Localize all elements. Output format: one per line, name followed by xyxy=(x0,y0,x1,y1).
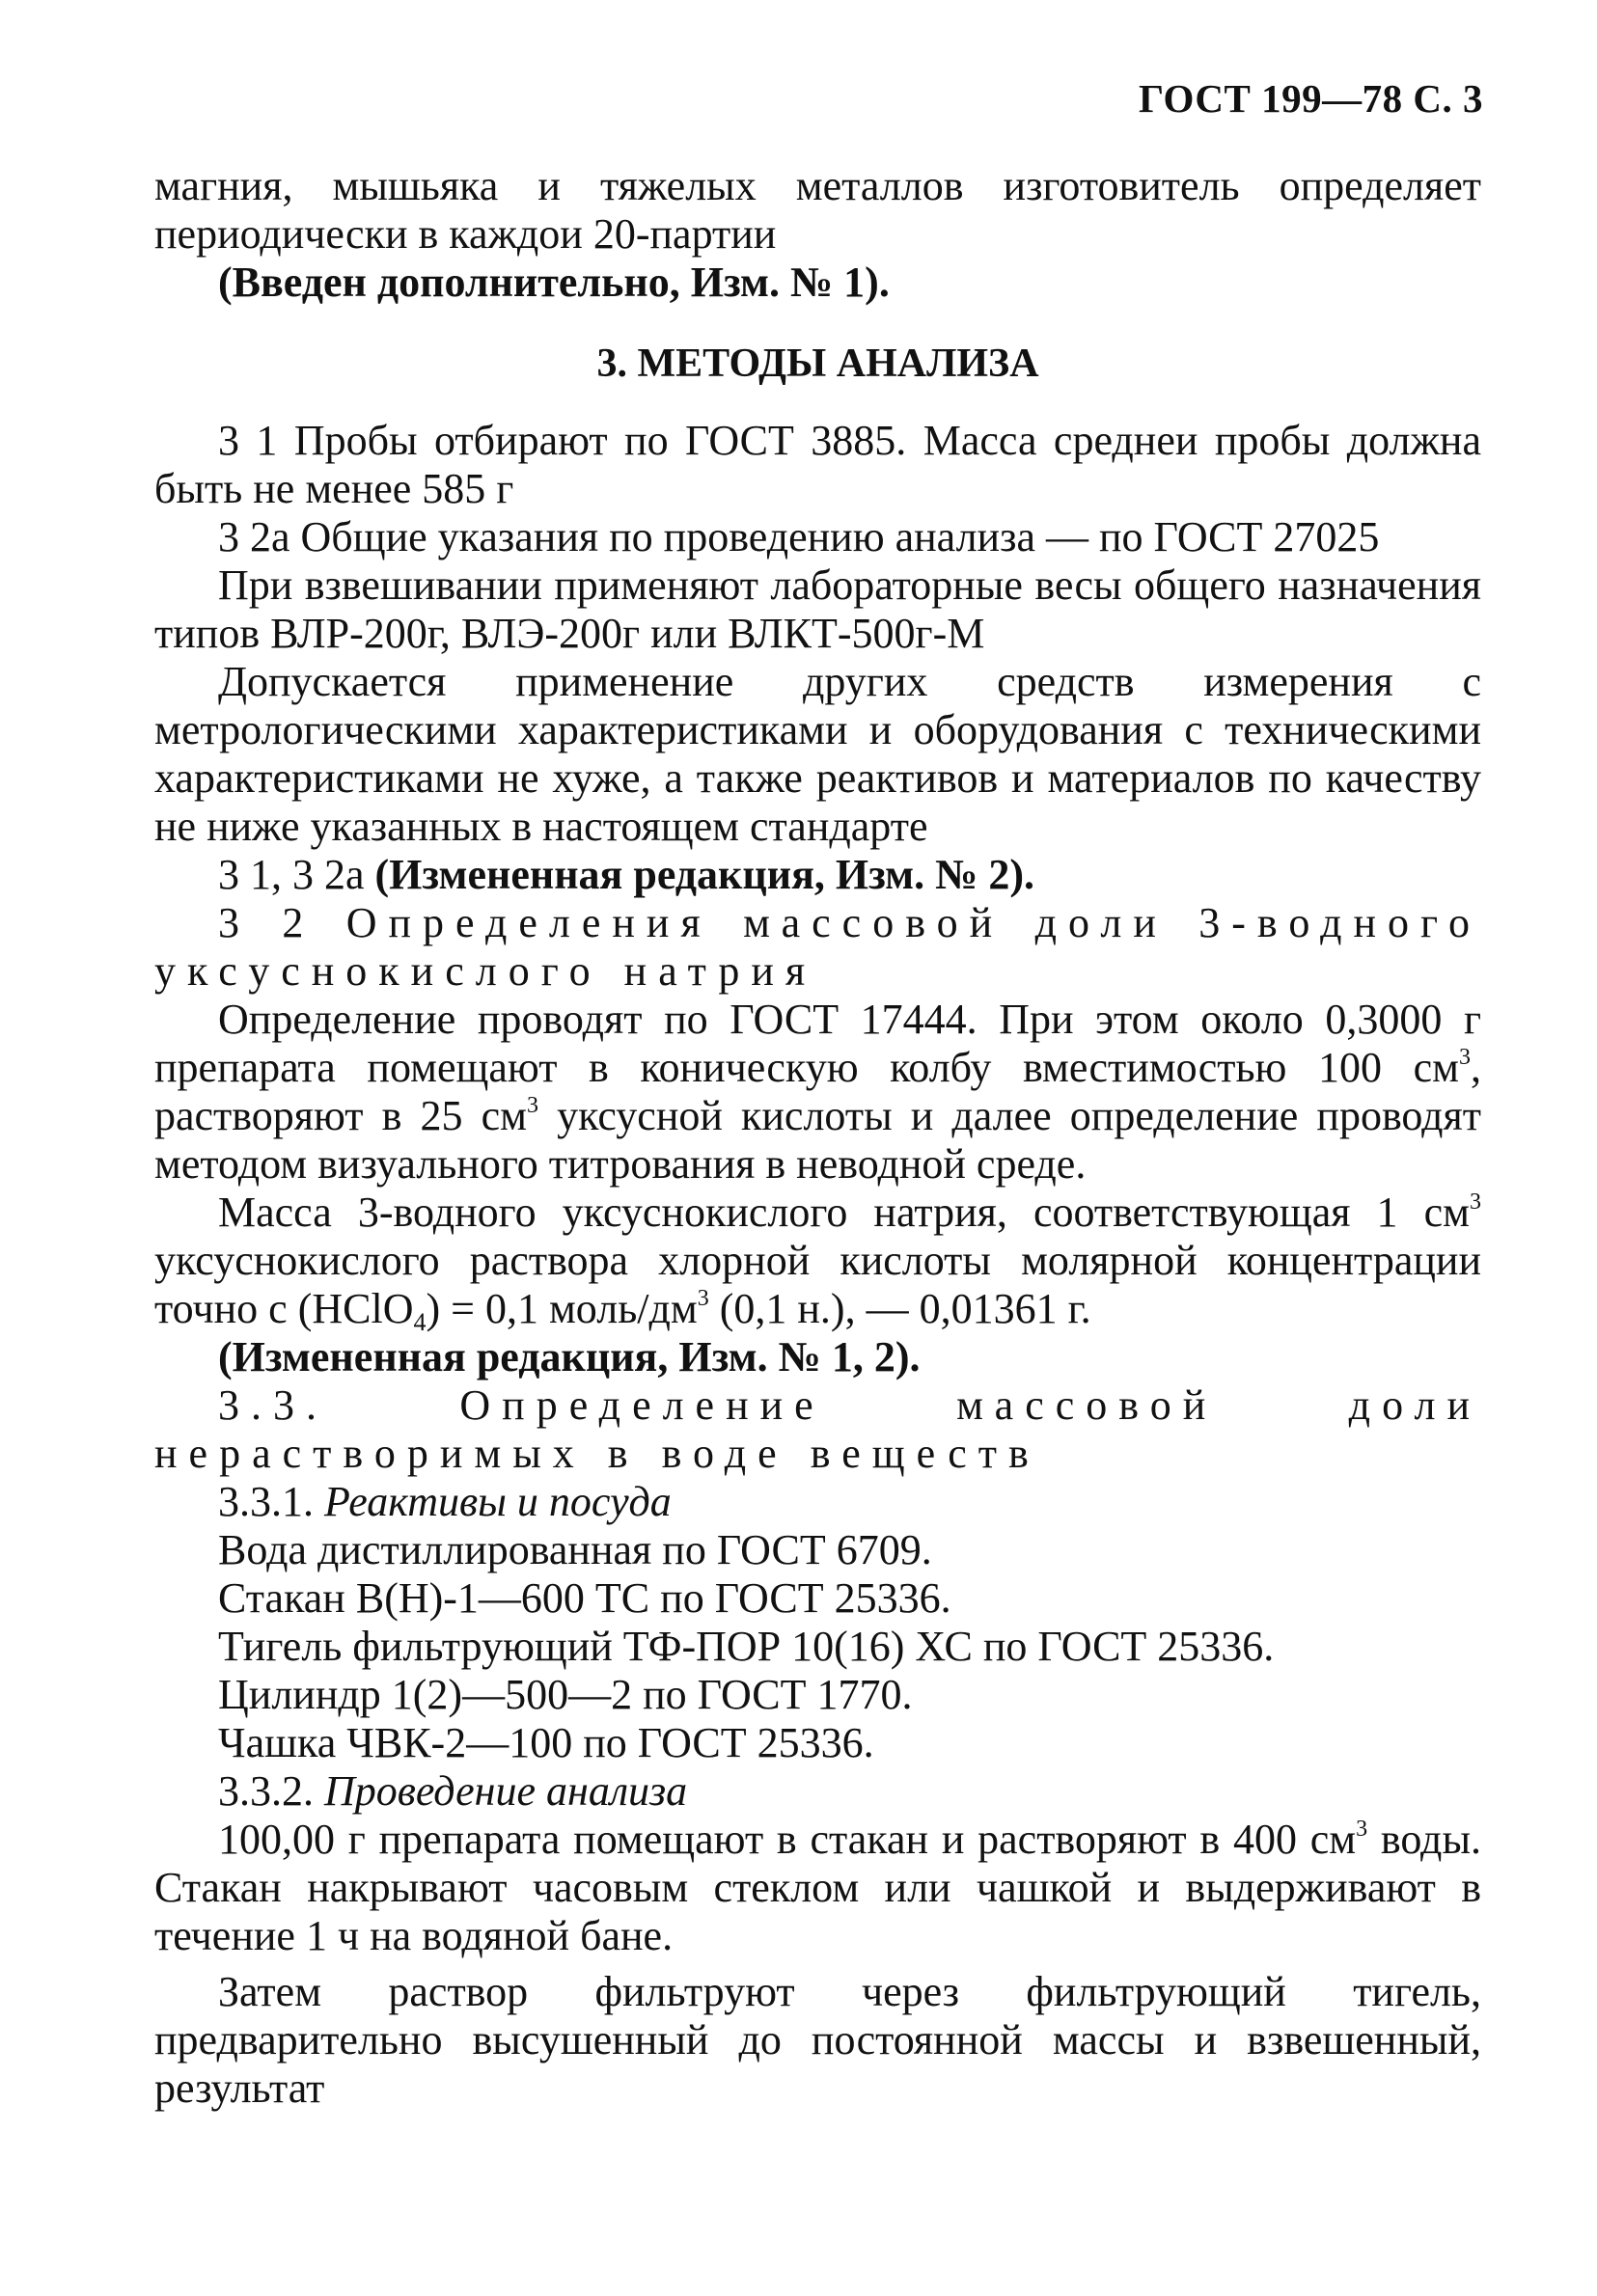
amendment-label: (Измененная редакция, Изм. № 2). xyxy=(374,851,1035,898)
text-run: уксусной кислоты и далее определение проводят методом визуального титрования в неводной среде. xyxy=(154,1092,1482,1188)
clause-mass-equivalent xyxy=(154,1189,1481,1336)
text-run: воды. Стакан накрывают часовым стеклом или чашкой и выдерживают в течение 1 ч на водяной бане. xyxy=(154,1816,1482,1959)
reagent-item: Тигель фильтрующий ТФ-ПОР 10(16) ХС по ГОСТ 25336. xyxy=(218,1623,1275,1670)
reagent-item: Цилиндр 1(2)—500—2 по ГОСТ 1770. xyxy=(218,1671,913,1718)
text-run: , растворяют в 25 см xyxy=(154,1044,1481,1139)
amendment-clauses: 3 1, 3 2а xyxy=(218,851,375,898)
reagent-item: Стакан В(Н)-1—600 ТС по ГОСТ 25336. xyxy=(218,1574,951,1622)
clause-3-1: 3 1 Пробы отбирают по ГОСТ 3885. Масса среднеи пробы должна быть не менее 585 г xyxy=(154,417,1481,512)
clause-3-3-heading: 3.3. Определение массовой доли нерастворимых в воде веществ xyxy=(154,1381,1481,1477)
clause-number: 3.3.2. xyxy=(218,1767,324,1815)
superscript: 3 xyxy=(1459,1045,1471,1070)
clause-3-3-2 xyxy=(154,1767,1481,1816)
amendment-note: (Введен дополнительно, Изм. № 1). xyxy=(218,259,890,306)
clause-3-2-heading: 3 2 Определения массовой доли 3-водного уксуснокислого натрия xyxy=(154,899,1481,995)
clause-number: 3.3.1. xyxy=(218,1478,324,1525)
procedure-step xyxy=(154,1816,1481,1960)
superscript: 3 xyxy=(697,1286,709,1311)
amendment-note-3: (Измененная редакция, Изм. № 1, 2). xyxy=(218,1333,921,1380)
clause-title: Реактивы и посуда xyxy=(324,1478,672,1525)
clause-allowed-instruments: Допускается применение других средств измерения с метрологическими характеристиками и оборудования с техническими характеристиками не хуже, а также реактивов и материалов по качеству не ниже указанных в настоящем стандарте xyxy=(154,658,1481,850)
page-body xyxy=(154,162,1481,2113)
running-header: ГОСТ 199—78 С. 3 xyxy=(1138,76,1483,121)
text-run: Определение проводят по ГОСТ 17444. При этом около 0,3000 г препарата помещают в коническую колбу вместимостью 100 см xyxy=(154,996,1481,1091)
reagent-item: Чашка ЧВК-2—100 по ГОСТ 25336. xyxy=(218,1719,874,1766)
reagent-item: Вода дистиллированная по ГОСТ 6709. xyxy=(218,1526,932,1573)
text-run: уксуснокислого раствора хлорной кислоты молярной концентрации точно с (HClO xyxy=(154,1237,1481,1332)
clause-3-2-method xyxy=(154,996,1481,1189)
superscript: 3 xyxy=(526,1093,538,1118)
amendment-note-2 xyxy=(154,851,1481,899)
text-run: Масса 3-водного уксуснокислого натрия, соответствующая 1 см xyxy=(218,1189,1470,1236)
text-run: ) = 0,1 моль/дм xyxy=(426,1285,698,1332)
clause-title: Проведение анализа xyxy=(324,1767,688,1815)
text-run: 100,00 г препарата помещают в стакан и растворяют в 400 см xyxy=(218,1816,1357,1863)
clause-3-2a: 3 2а Общие указания по проведению анализа — по ГОСТ 27025 xyxy=(218,513,1380,560)
procedure-step: Затем раствор фильтруют через фильтрующий тигель, предварительно высушенный до постоянной массы и взвешенный, результат xyxy=(154,1968,1481,2112)
clause-3-3-1 xyxy=(154,1478,1481,1526)
paragraph-continuation: магния, мышьяка и тяжелых металлов изготовитель определяет периодически в каждои 20-партии xyxy=(154,162,1481,258)
clause-weighing: При взвешивании применяют лабораторные весы общего назначения типов ВЛР-200г, ВЛЭ-200г или ВЛКТ-500г-М xyxy=(154,561,1481,657)
superscript: 3 xyxy=(1356,1817,1368,1842)
text-run: (0,1 н.), — 0,01361 г. xyxy=(708,1285,1091,1332)
section-title: 3. МЕТОДЫ АНАЛИЗА xyxy=(596,342,1039,386)
superscript: 3 xyxy=(1470,1189,1481,1215)
subscript: 4 xyxy=(413,1308,427,1336)
